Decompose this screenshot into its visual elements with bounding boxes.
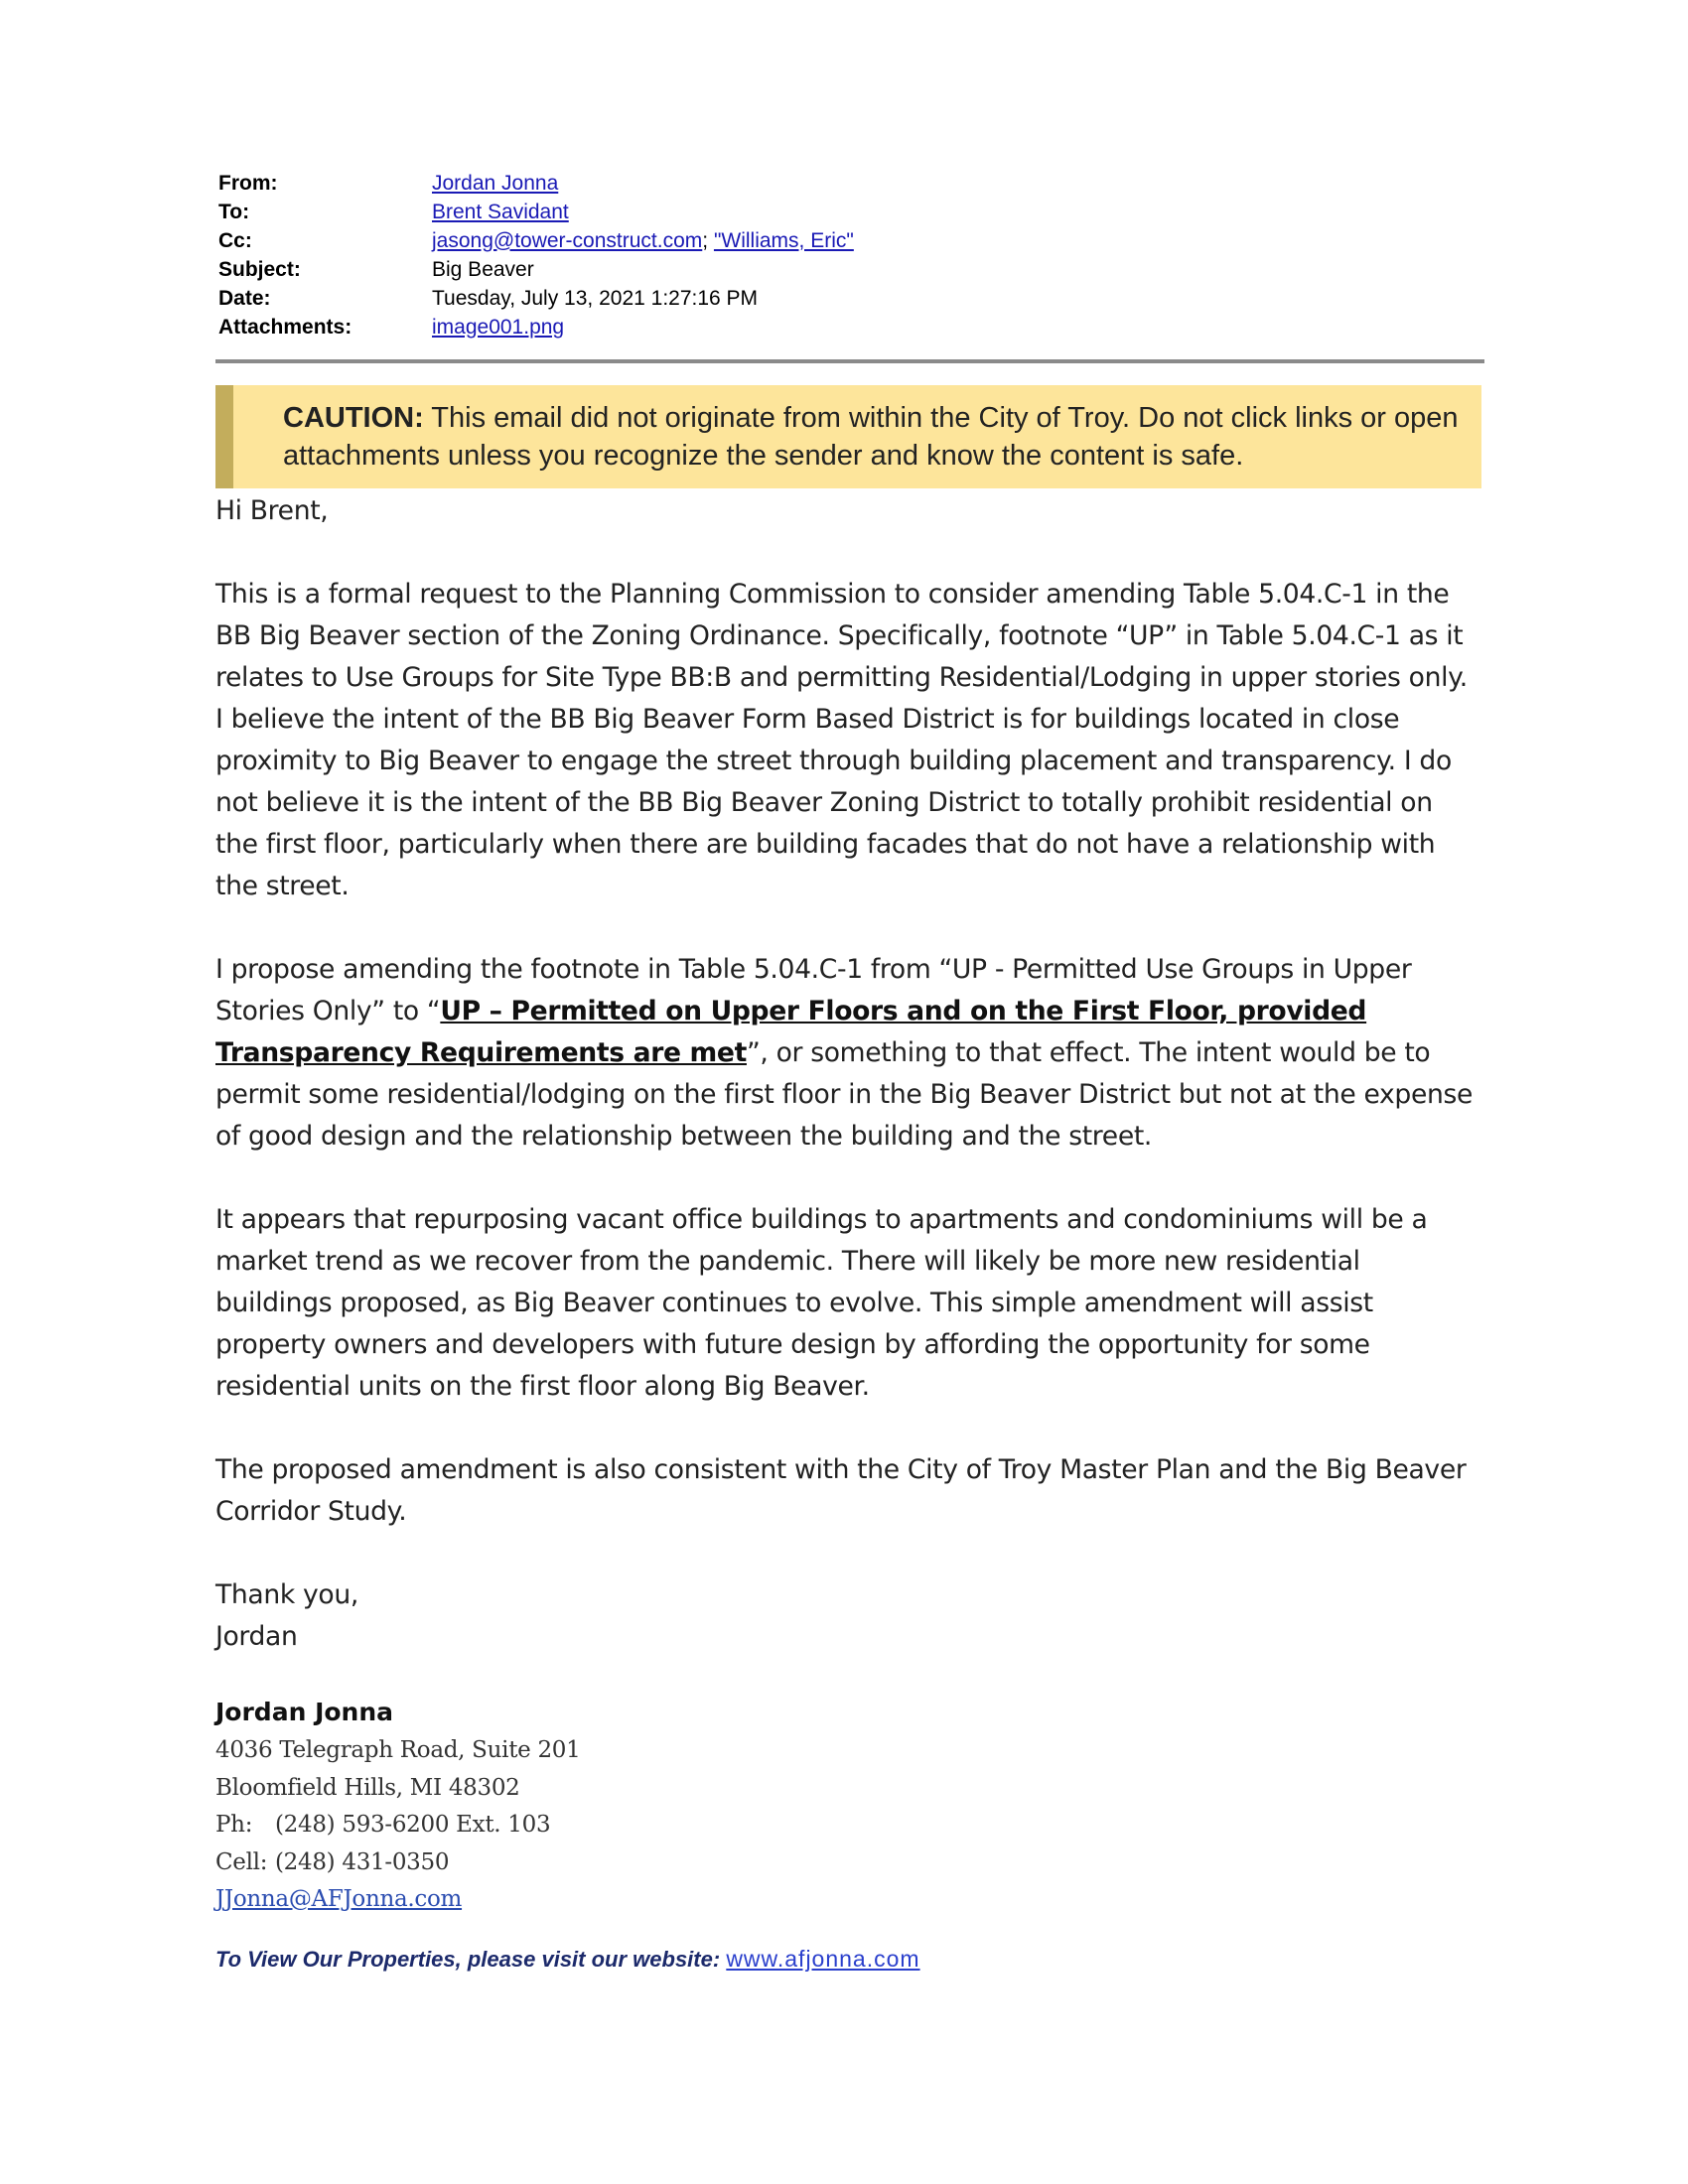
signature-address-2: Bloomfield Hills, MI 48302 [215, 1774, 520, 1801]
cc-link-1[interactable]: jasong@tower-construct.com [432, 228, 703, 252]
paragraph-3: It appears that repurposing vacant office buildings to apartments and condominiums will be a market trend as we recover from the pandemic. There will likely be more new residential buildings proposed, as Big Beaver continues to evolve. This simple amendment will assist property owners and developers with future design by affording the opportunity for some residential units on the first floor along Big Beaver. [215, 1204, 1428, 1402]
cc-label: Cc: [218, 228, 252, 252]
cc-link-2[interactable]: "Williams, Eric" [713, 228, 854, 252]
phone-label: Ph: [215, 1812, 253, 1838]
signature-cell-row [215, 1844, 1109, 1882]
phone-value: (248) 593-6200 Ext. 103 [275, 1812, 551, 1838]
caution-text: This email did not originate from within the City of Troy. Do not click links or open attachments unless you recognize the sender and know the content is safe. [283, 402, 1459, 472]
website-link[interactable]: www.afjonna.com [726, 1946, 920, 1972]
signature-block [215, 1693, 1109, 1919]
paragraph-2-start: I propose amending the footnote in Table 5.04.C-1 from “UP - Permitted Use Groups in Upper Stories Only” to “ [215, 954, 1412, 1026]
cc-row [218, 226, 1470, 255]
signature-name: Jordan Jonna [215, 1698, 394, 1726]
proposed-footnote-text: UP – Permitted on Upper Floors and on the First Floor, provided Transparency Requirements are met [215, 996, 1367, 1068]
to-row [218, 198, 1470, 226]
to-link[interactable]: Brent Savidant [432, 200, 569, 223]
date-label: Date: [218, 286, 271, 310]
email-header [218, 169, 1470, 341]
caution-label: CAUTION: [283, 402, 424, 434]
signature-phone-row [215, 1807, 1109, 1844]
from-link[interactable]: Jordan Jonna [432, 171, 559, 195]
signature-email-link[interactable]: JJonna@AFJonna.com [215, 1886, 463, 1912]
caution-banner [215, 385, 1481, 488]
website-prompt: To View Our Properties, please visit our website: [215, 1947, 721, 1972]
signature-address-1: 4036 Telegraph Road, Suite 201 [215, 1737, 581, 1763]
paragraph-2-end: ”, or something to that effect. The intent would be to permit some residential/lodging on the first floor in the Big Beaver District but not at the expense of good design and the relationship between the building and the street. [215, 1037, 1473, 1152]
cell-value: (248) 431-0350 [275, 1848, 450, 1875]
closing-name: Jordan [215, 1621, 298, 1652]
to-label: To: [218, 200, 250, 223]
subject-row [218, 255, 1470, 284]
closing-line: Thank you, [215, 1579, 358, 1610]
website-line [215, 1946, 920, 1973]
attachments-row [218, 313, 1470, 341]
date-value: Tuesday, July 13, 2021 1:27:16 PM [432, 286, 759, 310]
paragraph-1: This is a formal request to the Planning Commission to consider amending Table 5.04.C-1 in the BB Big Beaver section of the Zoning Ordinance. Specifically, footnote “UP” in Table 5.04.C-1 as it relates to Use Groups for Site Type BB:B and permitting Residential/Lodging in upper stories only. I believe the intent of the BB Big Beaver Form Based District is for buildings located in close proximity to Big Beaver to engage the street through building placement and transparency. I do not believe it is the intent of the BB Big Beaver Zoning District to totally prohibit residential on the first floor, particularly when there are building facades that do not have a relationship with the street. [215, 579, 1468, 901]
closing [215, 1574, 1481, 1658]
subject-label: Subject: [218, 257, 301, 281]
from-label: From: [218, 171, 278, 195]
header-divider [215, 359, 1484, 363]
date-row [218, 284, 1470, 313]
attachments-label: Attachments: [218, 315, 352, 339]
greeting: Hi Brent, [215, 495, 329, 526]
cc-separator: ; [702, 228, 714, 252]
from-row [218, 169, 1470, 198]
email-body [215, 490, 1481, 1658]
paragraph-2 [215, 949, 1481, 1158]
attachment-link[interactable]: image001.png [432, 315, 565, 339]
subject-value: Big Beaver [432, 257, 534, 281]
paragraph-4: The proposed amendment is also consistent with the City of Troy Master Plan and the Big Beaver Corridor Study. [215, 1454, 1467, 1527]
cell-label: Cell: [215, 1848, 268, 1875]
